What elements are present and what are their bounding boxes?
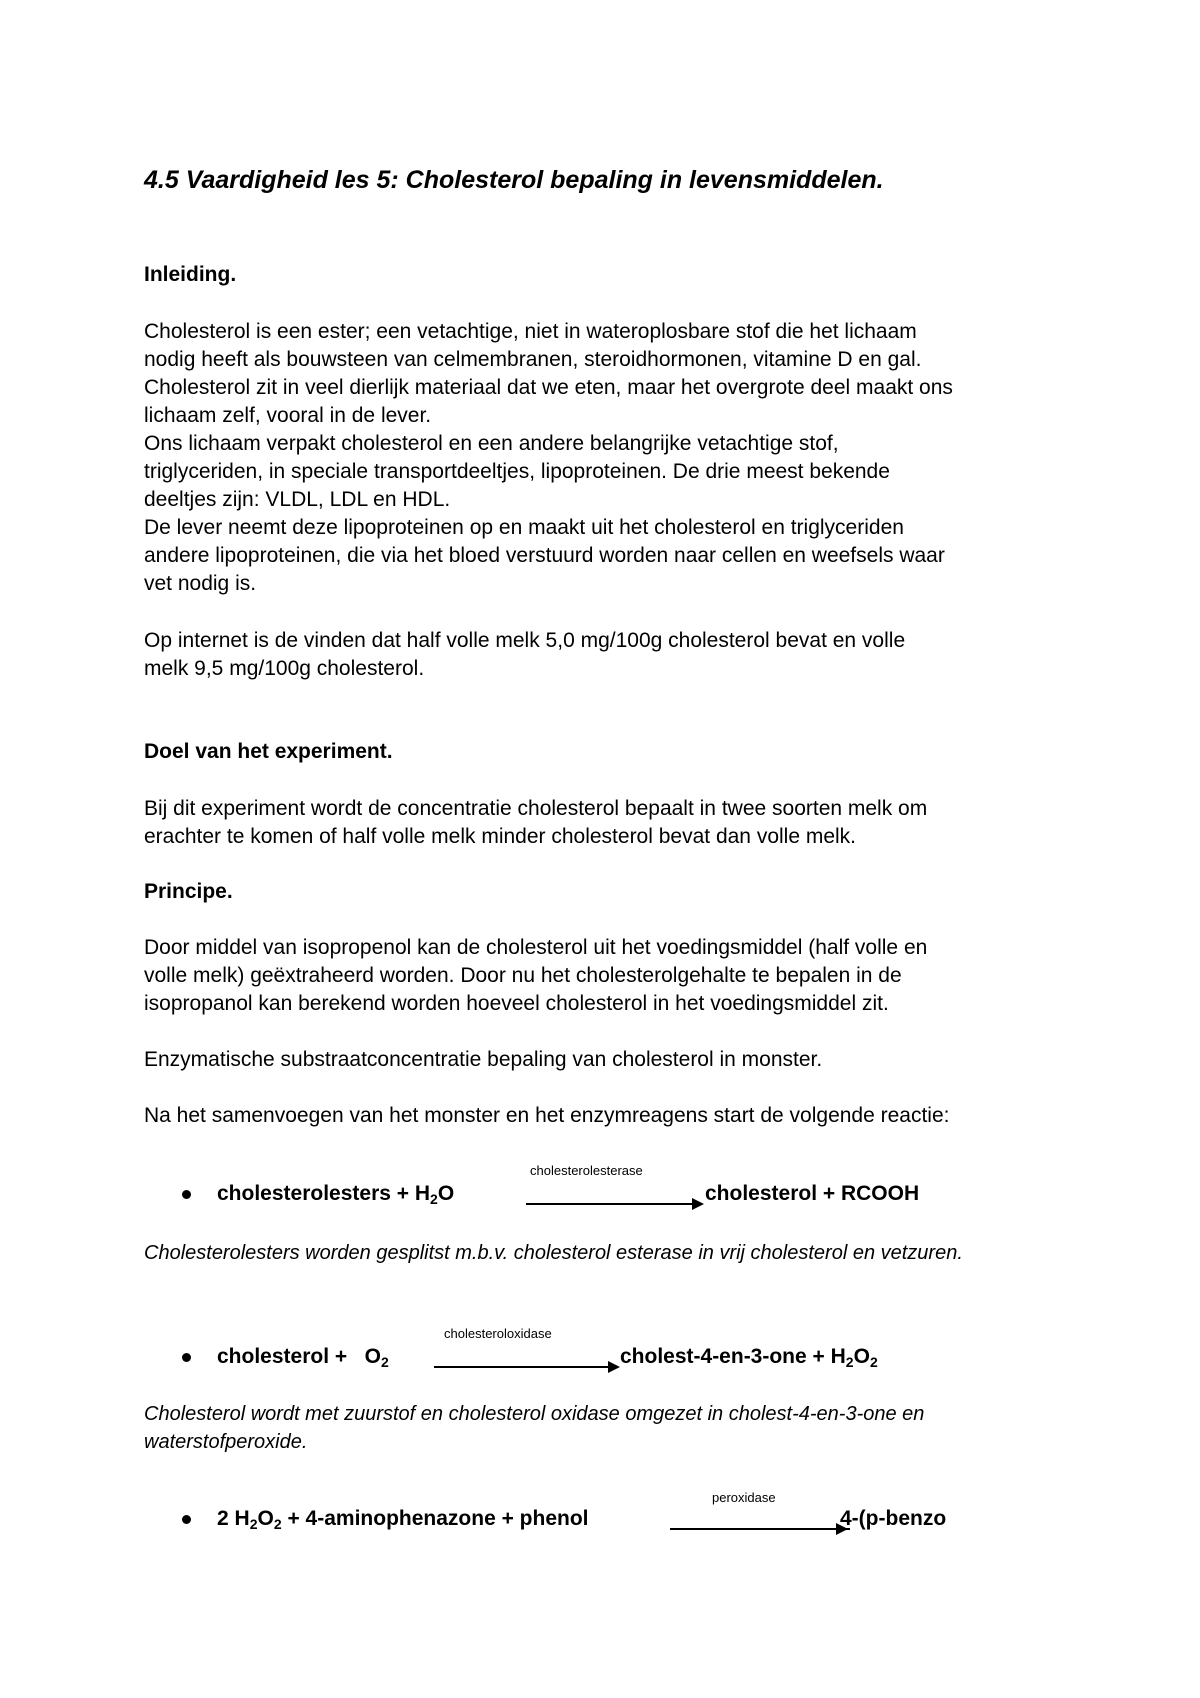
heading-principe: Principe. <box>144 880 233 903</box>
text-line: erachter te komen of half volle melk minder cholesterol bevat dan volle melk. <box>144 825 857 848</box>
lhs-text: O <box>257 1507 274 1530</box>
text-line: Cholesterol zit in veel dierlijk materiaal dat we eten, maar het overgrote deel maakt ons <box>144 376 953 399</box>
heading-inleiding: Inleiding. <box>144 263 237 286</box>
reaction-rhs: cholesterol + RCOOH <box>705 1182 920 1205</box>
reaction-arrow <box>434 1366 608 1368</box>
reaction-lhs <box>217 1345 389 1369</box>
subscript: 2 <box>380 1354 389 1370</box>
enzyme-label: peroxidase <box>712 1490 776 1505</box>
subscript: 2 <box>249 1516 258 1532</box>
reaction-rhs <box>620 1345 878 1369</box>
enzyme-label: cholesteroloxidase <box>444 1326 552 1341</box>
lhs-text: O <box>437 1182 455 1205</box>
reaction-1-note <box>144 1239 1104 1267</box>
text-line: Door middel van isopropenol kan de cholesterol uit het voedingsmiddel (half volle en <box>144 936 928 959</box>
text-line: triglyceriden, in speciale transportdeeltjes, lipoproteinen. De drie meest bekende <box>144 460 890 483</box>
reaction-arrow <box>526 1203 692 1205</box>
enzyme-label: cholesterolesterase <box>530 1163 643 1178</box>
text-line: Enzymatische substraatconcentratie bepaling van cholesterol in monster. <box>144 1048 823 1071</box>
reaction-2-note <box>144 1400 1104 1456</box>
arrow-head-icon <box>608 1361 620 1373</box>
reaction-arrow <box>670 1528 850 1530</box>
text-line: vet nodig is. <box>144 572 257 595</box>
text-line: De lever neemt deze lipoproteinen op en maakt uit het cholesterol en triglyceriden <box>144 516 904 539</box>
paragraph-principe-1 <box>144 934 1104 1018</box>
paragraph-inleiding-2 <box>144 627 1104 683</box>
rhs-text: cholest-4-en-3-one + H <box>620 1345 846 1368</box>
text-line: Ons lichaam verpakt cholesterol en een andere belangrijke vetachtige stof, <box>144 432 839 455</box>
text-line: nodig heeft als bouwsteen van celmembranen, steroidhormonen, vitamine D en gal. <box>144 348 922 371</box>
bullet-icon <box>182 1515 191 1524</box>
text-line: lichaam zelf, vooral in de lever. <box>144 404 432 427</box>
paragraph-inleiding-1 <box>144 318 1104 598</box>
text-line: melk 9,5 mg/100g cholesterol. <box>144 657 425 680</box>
bullet-icon <box>182 1353 191 1362</box>
heading-doel: Doel van het experiment. <box>144 740 393 763</box>
reaction-lhs <box>217 1182 454 1206</box>
text-line: Na het samenvoegen van het monster en het enzymreagens start de volgende reactie: <box>144 1104 950 1127</box>
lhs-text: 2 H <box>217 1507 250 1530</box>
lhs-text: cholesterolesters + H <box>217 1182 431 1205</box>
subscript: 2 <box>845 1354 854 1370</box>
rhs-text: O <box>853 1345 870 1368</box>
bullet-icon <box>182 1190 191 1199</box>
paragraph-principe-3 <box>144 1102 1104 1130</box>
text-line: waterstofperoxide. <box>144 1431 308 1453</box>
lhs-text: + 4-aminophenazone + phenol <box>281 1507 589 1530</box>
text-line: deeltjes zijn: VLDL, LDL en HDL. <box>144 488 451 511</box>
arrow-head-icon <box>692 1198 704 1210</box>
lhs-text: cholesterol + O <box>217 1345 381 1368</box>
subscript: 2 <box>869 1354 878 1370</box>
text-line: andere lipoproteinen, die via het bloed verstuurd worden naar cellen en weefsels waar <box>144 544 945 567</box>
paragraph-doel <box>144 795 1104 851</box>
text-line: Bij dit experiment wordt de concentratie cholesterol bepaalt in twee soorten melk om <box>144 797 928 820</box>
text-line: Cholesterol is een ester; een vetachtige, niet in wateroplosbare stof die het lichaam <box>144 320 917 343</box>
subscript: 2 <box>430 1191 438 1207</box>
paragraph-principe-2 <box>144 1046 1104 1074</box>
text-line: Cholesterolesters worden gesplitst m.b.v. cholesterol esterase in vrij cholesterol en vetzuren. <box>144 1242 963 1264</box>
subscript: 2 <box>273 1516 282 1532</box>
reaction-rhs: 4-(p-benzo <box>840 1507 947 1530</box>
text-line: Cholesterol wordt met zuurstof en cholesterol oxidase omgezet in cholest-4-en-3-one en <box>144 1403 925 1425</box>
text-line: volle melk) geëxtraheerd worden. Door nu het cholesterolgehalte te bepalen in de <box>144 964 902 987</box>
text-line: isopropanol kan berekend worden hoeveel cholesterol in het voedingsmiddel zit. <box>144 992 889 1015</box>
text-line: Op internet is de vinden dat half volle melk 5,0 mg/100g cholesterol bevat en volle <box>144 629 906 652</box>
document-title: 4.5 Vaardigheid les 5: Cholesterol bepaling in levensmiddelen. <box>144 166 884 194</box>
reaction-lhs <box>217 1507 589 1531</box>
